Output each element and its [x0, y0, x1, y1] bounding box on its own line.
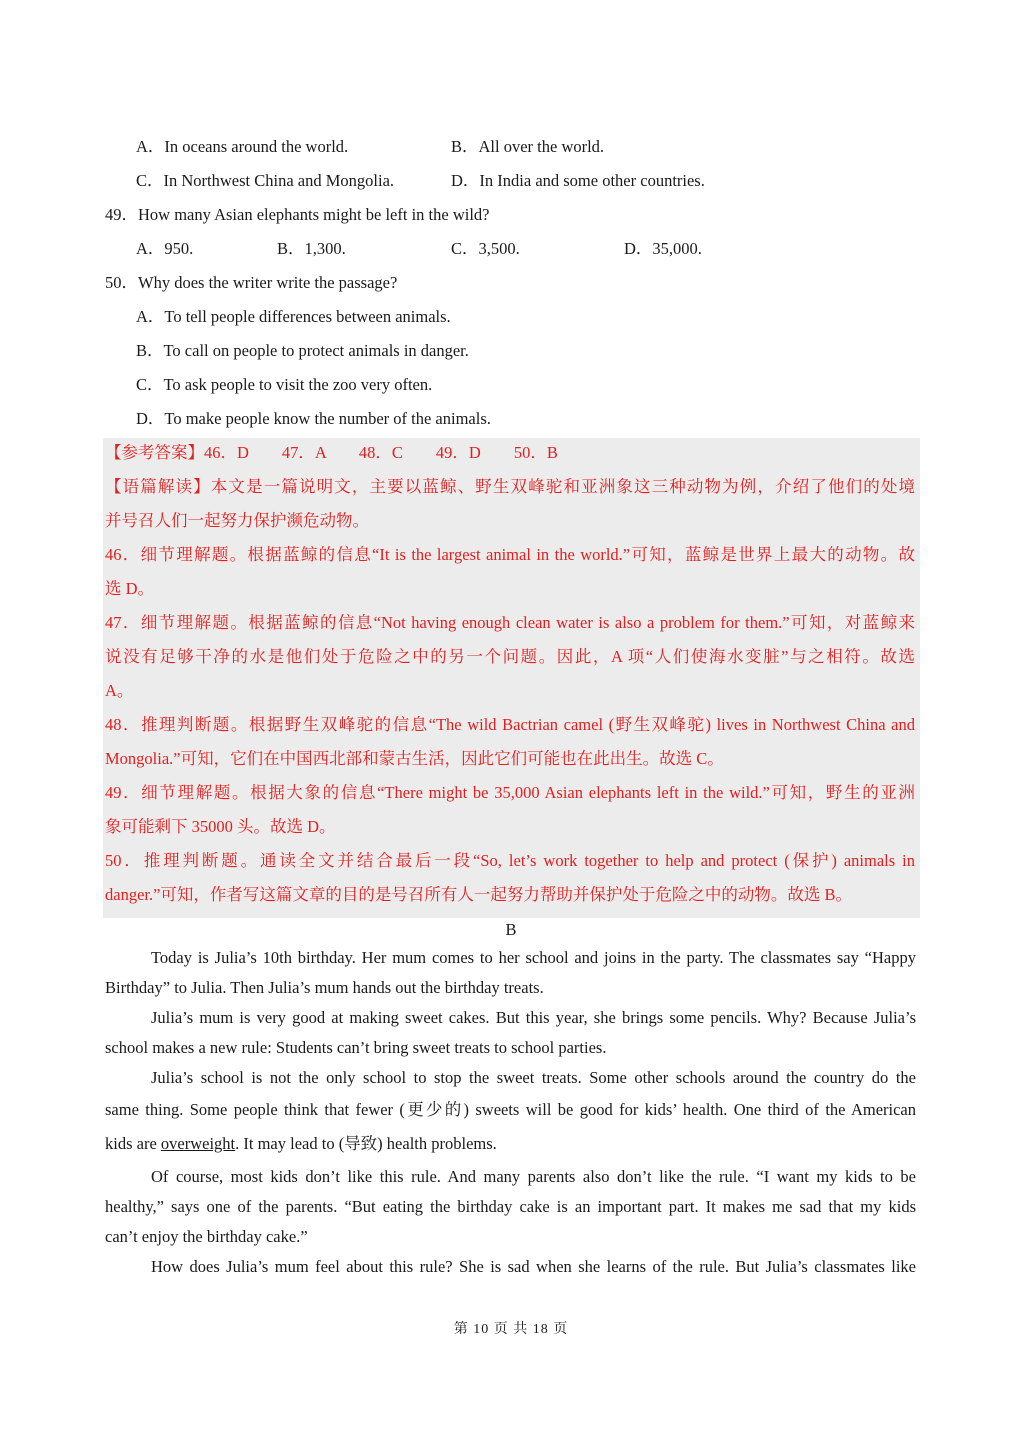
section-heading: B — [505, 920, 517, 939]
passage-p5-line-1: How does Julia’s mum feel about this rule? She is sad when she learns of the rule. But Julia’s classmates like — [151, 1257, 916, 1276]
explanation-49-line-1: 49．细节理解题。根据大象的信息“There might be 35,000 Asian elephants left in the wild.”可知，野生的亚洲 — [105, 783, 915, 802]
passage-p4-line-3: can’t enjoy the birthday cake.” — [105, 1227, 308, 1246]
passage-p2-line-1: Julia’s mum is very good at making sweet cakes. But this year, she brings some pencils. Why? Because Julia’s — [151, 1008, 916, 1027]
q49-option-b: B．1,300. — [277, 239, 346, 258]
explanation-49-line-2: 象可能剩下 35000 头。故选 D。 — [105, 817, 336, 836]
answer-explanation-box — [103, 438, 920, 918]
page-number-footer: 第 10 页 共 18 页 — [453, 1322, 569, 1337]
q48-option-c: C．In Northwest China and Mongolia. — [136, 171, 395, 190]
passage-p2-line-2: school makes a new rule: Students can’t bring sweet treats to school parties. — [105, 1038, 607, 1057]
passage-p3-line-2: same thing. Some people think that fewer (更少的) sweets will be good for kids’ health. One third of the American — [105, 1100, 916, 1119]
passage-p3-line-3 — [105, 1134, 916, 1154]
underlined-word: overweight — [160, 1134, 236, 1153]
explanation-47-line-2: 说没有足够干净的水是他们处于危险之中的另一个问题。因此，A 项“人们使海水变脏”与之相符。故选 — [105, 647, 915, 666]
q48-option-b: B．All over the world. — [451, 137, 605, 156]
passage-p3-line-1: Julia’s school is not the only school to stop the sweet treats. Some other schools around the country do the — [151, 1068, 916, 1087]
q50-option-b: B．To call on people to protect animals in danger. — [136, 341, 469, 360]
passage-p4-line-2: healthy,” says one of the parents. “But eating the birthday cake is an important part. It makes me sad that my kids — [105, 1197, 916, 1216]
q50-stem: 50．Why does the writer write the passage? — [105, 273, 398, 292]
q49-stem: 49．How many Asian elephants might be left in the wild? — [105, 205, 490, 224]
explanation-47-line-3: A。 — [105, 681, 134, 700]
q49-option-a: A．950. — [136, 239, 194, 258]
q50-option-c: C．To ask people to visit the zoo very often. — [136, 375, 433, 394]
q49-option-c: C．3,500. — [451, 239, 520, 258]
passage-p1-line-1: Today is Julia’s 10th birthday. Her mum comes to her school and joins in the party. The classmates say “Happy — [151, 948, 916, 967]
q49-option-d: D．35,000. — [624, 239, 702, 258]
q48-option-d: D．In India and some other countries. — [451, 171, 705, 190]
explanation-46-line-1: 46．细节理解题。根据蓝鲸的信息“It is the largest animal in the world.”可知，蓝鲸是世界上最大的动物。故 — [105, 545, 915, 564]
answer-key: 【参考答案】46．D 47．A 48．C 49．D 50．B — [105, 443, 558, 462]
explanation-46-line-2: 选 D。 — [105, 579, 155, 598]
q50-option-a: A．To tell people differences between animals. — [136, 307, 451, 326]
reading-summary-line-2: 并号召人们一起努力保护濒危动物。 — [105, 511, 369, 530]
explanation-47-line-1: 47．细节理解题。根据蓝鲸的信息“Not having enough clean water is also a problem for them.”可知，对蓝鲸来 — [105, 613, 915, 632]
passage-p1-line-2: Birthday” to Julia. Then Julia’s mum hands out the birthday treats. — [105, 978, 544, 997]
q50-option-d: D．To make people know the number of the animals. — [136, 409, 491, 428]
reading-summary-line-1: 【语篇解读】本文是一篇说明文，主要以蓝鲸、野生双峰驼和亚洲象这三种动物为例，介绍了他们的处境 — [105, 477, 915, 496]
passage-p4-line-1: Of course, most kids don’t like this rule. And many parents also don’t like the rule. “I want my kids to be — [151, 1167, 916, 1186]
explanation-48-line-2: Mongolia.”可知，它们在中国西北部和蒙古生活，因此它们可能也在此出生。故选 C。 — [105, 749, 724, 768]
explanation-48-line-1: 48．推理判断题。根据野生双峰驼的信息“The wild Bactrian camel (野生双峰驼) lives in Northwest China and — [105, 715, 915, 734]
explanation-50-line-2: danger.”可知，作者写这篇文章的目的是号召所有人一起努力帮助并保护处于危险之中的动物。故选 B。 — [105, 885, 853, 904]
p3-text-pre: kids are — [105, 1134, 161, 1153]
p3-text-post: . It may lead to (导致) health problems. — [235, 1134, 497, 1153]
explanation-50-line-1: 50．推理判断题。通读全文并结合最后一段“So, let’s work together to help and protect (保护) animals in — [105, 851, 915, 870]
q48-option-a: A．In oceans around the world. — [136, 137, 349, 156]
